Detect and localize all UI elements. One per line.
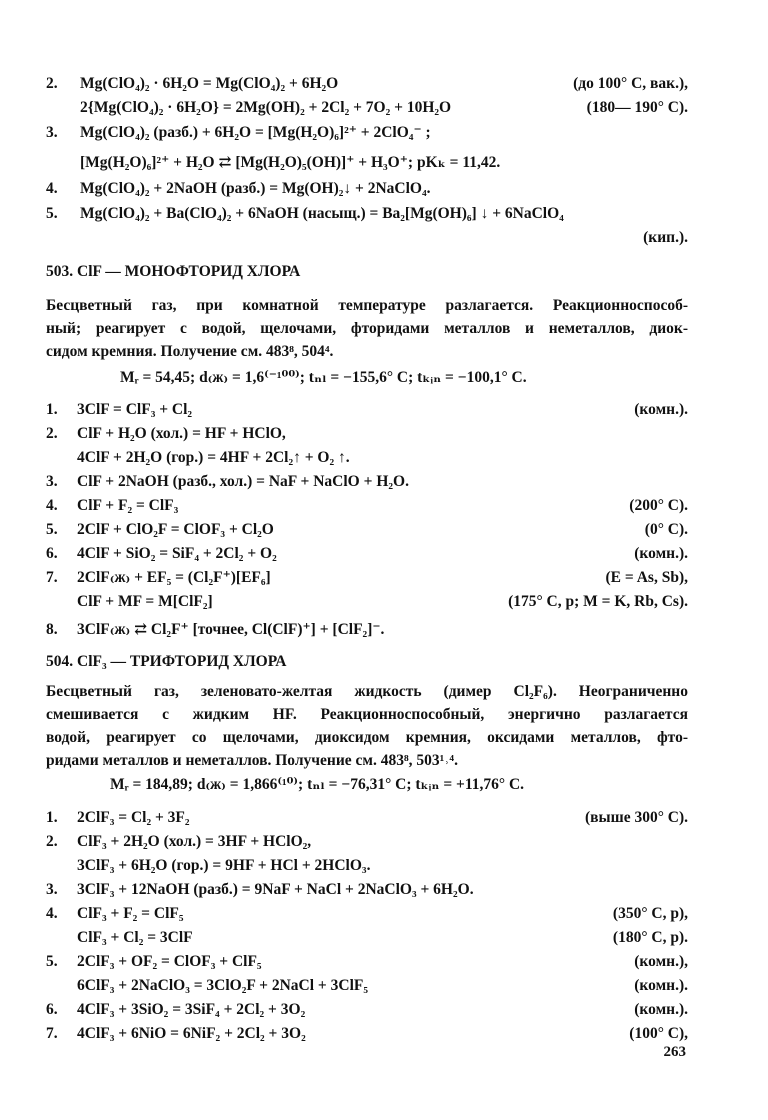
reaction-equation: 4ClF₃ + 3SiO₂ = 3SiF₄ + 2Cl₂ + 3O₂ (77, 1001, 306, 1018)
reaction-number: 7. (46, 569, 58, 586)
reaction-number: 6. (46, 1001, 58, 1018)
reaction-line (0, 854, 768, 878)
reaction-line (0, 830, 768, 854)
reaction-equation: ClF₃ + F₂ = ClF₅ (77, 905, 184, 922)
reaction-line (0, 151, 768, 175)
reaction-equation: Mg(ClO₄)₂ (разб.) + 6H₂O = [Mg(H₂O)₆]²⁺ + 2ClO₄⁻ ; (80, 124, 431, 141)
reaction-equation: ClF₃ + 2H₂O (хол.) = 3HF + HClO₂, (77, 833, 312, 850)
reaction-equation: 2ClF + ClO₂F = ClOF₃ + Cl₂O (77, 521, 274, 538)
reaction-condition: (100° С), (629, 1025, 688, 1042)
section-heading-504: 504. ClF₃ — ТРИФТОРИД ХЛОРА (46, 653, 287, 670)
reaction-condition: (кип.). (643, 229, 688, 246)
reaction-equation: 3ClF₃ + 6H₂O (гор.) = 9HF + HCl + 2HClO₃. (77, 857, 371, 874)
reaction-line (0, 878, 768, 902)
reaction-line (0, 974, 768, 998)
reaction-condition: (выше 300° С). (584, 809, 688, 826)
reaction-line (0, 470, 768, 494)
reaction-condition: (комн.). (634, 545, 688, 562)
paragraph-line: Бесцветный газ, при комнатной температуре разлагается. Реакционноспособ- (46, 297, 688, 314)
reaction-equation: 4ClF + 2H₂O (гор.) = 4HF + 2Cl₂↑ + O₂ ↑. (77, 449, 350, 466)
reaction-equation: 6ClF₃ + 2NaClO₃ = 3ClO₂F + 2NaCl + 3ClF₅ (77, 977, 368, 994)
reaction-number: 4. (46, 180, 58, 197)
reaction-number: 4. (46, 497, 58, 514)
reaction-line (0, 998, 768, 1022)
reaction-line (0, 518, 768, 542)
reaction-number: 8. (46, 621, 58, 638)
reaction-line (0, 618, 768, 642)
reaction-condition: (до 100° С, вак.), (573, 75, 688, 92)
reaction-number: 6. (46, 545, 58, 562)
reaction-condition: (комн.), (634, 953, 688, 970)
reaction-line (0, 121, 768, 145)
reaction-number: 4. (46, 905, 58, 922)
reaction-line (0, 902, 768, 926)
reaction-condition: (350° С, p), (612, 905, 688, 922)
reaction-number: 2. (46, 833, 58, 850)
reaction-number: 3. (46, 124, 58, 141)
reaction-line (0, 422, 768, 446)
reaction-condition: (0° С). (644, 521, 688, 538)
section-504-description (46, 680, 688, 772)
reaction-line (0, 566, 768, 590)
paragraph-line: Бесцветный газ, зеленовато-желтая жидкость (димер Cl₂F₆). Неограниченно (46, 683, 688, 700)
section-heading-503: 503. ClF — МОНОФТОРИД ХЛОРА (46, 263, 301, 280)
reaction-line (0, 926, 768, 950)
reaction-number: 1. (46, 401, 58, 418)
paragraph-line: смешивается с жидким HF. Реакционноспособный, энергично разлагается (46, 706, 688, 723)
reaction-line (0, 72, 768, 96)
page-number: 263 (663, 1044, 686, 1060)
reaction-equation: 2ClF₃ = Cl₂ + 3F₂ (77, 809, 190, 826)
reaction-equation: 2ClF₃ + OF₂ = ClOF₃ + ClF₅ (77, 953, 262, 970)
reaction-line (0, 202, 768, 226)
reaction-condition: (комн.). (634, 401, 688, 418)
reaction-line (0, 1022, 768, 1046)
section-503-description (46, 294, 688, 363)
reaction-line (0, 226, 768, 250)
reaction-equation: 3ClF₍ж₎ ⇄ Cl₂F⁺ [точнее, Cl(ClF)⁺] + [ClF₂]⁻. (77, 621, 385, 638)
paragraph-line: сидом кремния. Получение см. 483⁸, 504⁴. (46, 343, 334, 360)
reaction-equation: 2ClF₍ж₎ + EF₅ = (Cl₂F⁺)[EF₆] (77, 569, 271, 586)
reaction-number: 3. (46, 881, 58, 898)
reaction-condition: (комн.). (634, 1001, 688, 1018)
reaction-line (0, 494, 768, 518)
section-504-properties: Mᵣ = 184,89; d₍ж₎ = 1,866⁽¹⁰⁾; tₙₗ = −76,31° С; tₖᵢₙ = +11,76° С. (110, 776, 525, 793)
reaction-number: 5. (46, 521, 58, 538)
reaction-equation: [Mg(H₂O)₆]²⁺ + H₂O ⇄ [Mg(H₂O)₅(OH)]⁺ + H₃O⁺; pKₖ = 11,42. (80, 154, 501, 171)
reaction-equation: ClF + 2NaOH (разб., хол.) = NaF + NaClO + H₂O. (77, 473, 409, 490)
reaction-equation: 3ClF = ClF₃ + Cl₂ (77, 401, 193, 418)
paragraph-line: ный; реагирует с водой, щелочами, фторидами металлов и неметаллов, диок- (46, 320, 688, 337)
reaction-number: 5. (46, 205, 58, 222)
reaction-condition: (175° С, p; M = K, Rb, Cs). (508, 593, 688, 610)
reaction-line (0, 590, 768, 614)
reaction-equation: 3ClF₃ + 12NaOH (разб.) = 9NaF + NaCl + 2NaClO₃ + 6H₂O. (77, 881, 474, 898)
reaction-line (0, 950, 768, 974)
reaction-condition: (E = As, Sb), (605, 569, 688, 586)
reaction-equation: 4ClF₃ + 6NiO = 6NiF₂ + 2Cl₂ + 3O₂ (77, 1025, 306, 1042)
reaction-number: 5. (46, 953, 58, 970)
reaction-line (0, 806, 768, 830)
section-503-properties: Mᵣ = 54,45; d₍ж₎ = 1,6⁽⁻¹⁰⁰⁾; tₙₗ = −155,6° С; tₖᵢₙ = −100,1° С. (120, 369, 527, 386)
reaction-equation: ClF₃ + Cl₂ = 3ClF (77, 929, 193, 946)
reaction-condition: (180° С, p). (612, 929, 688, 946)
reaction-line (0, 398, 768, 422)
reaction-equation: ClF + H₂O (хол.) = HF + HClO, (77, 425, 286, 442)
reaction-equation: Mg(ClO₄)₂ + 2NaOH (разб.) = Mg(OH)₂↓ + 2NaClO₄. (80, 180, 431, 197)
reaction-condition: (180— 190° С). (586, 99, 688, 116)
reaction-line (0, 177, 768, 201)
reaction-condition: (комн.). (634, 977, 688, 994)
reaction-number: 1. (46, 809, 58, 826)
reaction-equation: 2{Mg(ClO₄)₂ · 6H₂O} = 2Mg(OH)₂ + 2Cl₂ + 7O₂ + 10H₂O (80, 99, 452, 116)
reaction-equation: 4ClF + SiO₂ = SiF₄ + 2Cl₂ + O₂ (77, 545, 277, 562)
reaction-number: 2. (46, 425, 58, 442)
paragraph-line: ридами металлов и неметаллов. Получение см. 483⁸, 503¹˒⁴. (46, 752, 458, 769)
reaction-equation: Mg(ClO₄)₂ · 6H₂O = Mg(ClO₄)₂ + 6H₂O (80, 75, 339, 92)
reaction-number: 2. (46, 75, 58, 92)
reaction-line (0, 446, 768, 470)
reaction-equation: ClF + F₂ = ClF₃ (77, 497, 179, 514)
reaction-line (0, 96, 768, 120)
reaction-line (0, 542, 768, 566)
reaction-condition: (200° С). (629, 497, 688, 514)
reaction-number: 7. (46, 1025, 58, 1042)
reaction-equation: ClF + MF = M[ClF₂] (77, 593, 213, 610)
reaction-equation: Mg(ClO₄)₂ + Ba(ClO₄)₂ + 6NaOH (насыщ.) = Ba₂[Mg(OH)₆] ↓ + 6NaClO₄ (80, 205, 564, 222)
paragraph-line: водой, реагирует со щелочами, диоксидом кремния, оксидами металлов, фто- (46, 729, 688, 746)
reaction-number: 3. (46, 473, 58, 490)
